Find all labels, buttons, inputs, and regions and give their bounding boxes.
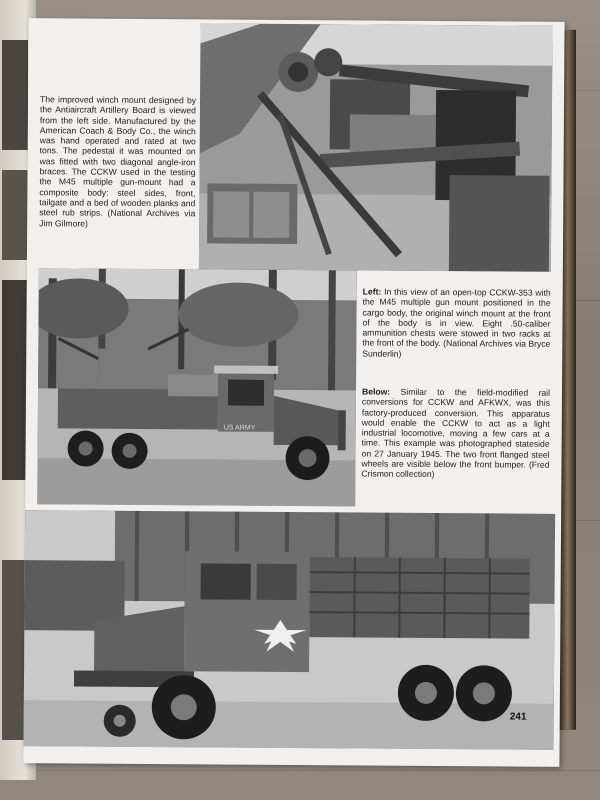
photo-winch-mount-image <box>199 23 553 271</box>
caption-below-text: Similar to the field-modified rail conversions for CCKW and AFKWX, was this factory-produced conversion. This apparatus would enable the CCKW to act as a light industrial locomotive, moving a few cars at a time. This example was photographed stateside on 27 January 1945. The two front flanged steel wheels are visible below the front bumper. (Fred Crismon collection) <box>361 386 551 480</box>
caption-left-text: In this view of an open-top CCKW-353 with the M45 multiple gun mount positioned in the cargo body, the original winch mount at the front of the body is in view. Eight .50-caliber ammunition chests were stowed in two racks at the front of the body. (National Archives via Bryce Sunderlin) <box>362 286 551 359</box>
photo-rail-conversion-image <box>24 510 556 750</box>
photo-truck-m45 <box>37 268 357 506</box>
truck-marking-text: US ARMY <box>223 424 256 432</box>
book-page <box>23 18 564 767</box>
photo-truck-m45-image <box>37 268 357 506</box>
photo-winch-mount <box>199 23 553 271</box>
caption-below <box>361 386 550 480</box>
page-number: 241 <box>509 711 527 723</box>
photo-rail-conversion <box>24 510 556 750</box>
caption-below-label: Below: <box>361 386 391 397</box>
caption-left-label: Left: <box>362 286 382 297</box>
caption-left <box>362 286 550 359</box>
top-caption: The improved winch mount designed by the Antiaircraft Artillery Board is viewed from the left side. Manufactured by the American Coach & Body Co., the winch was hand operated and rated at two tons. The pedestal it was mounted on was fitted with two diagonal angle-iron braces. The CCKW used in the testing the M45 multiple gun-mount had a composite body: steel sides, front, tailgate and a bed of wooden planks and steel rub strips. (National Archives via Jim Gilmore) <box>39 94 197 229</box>
